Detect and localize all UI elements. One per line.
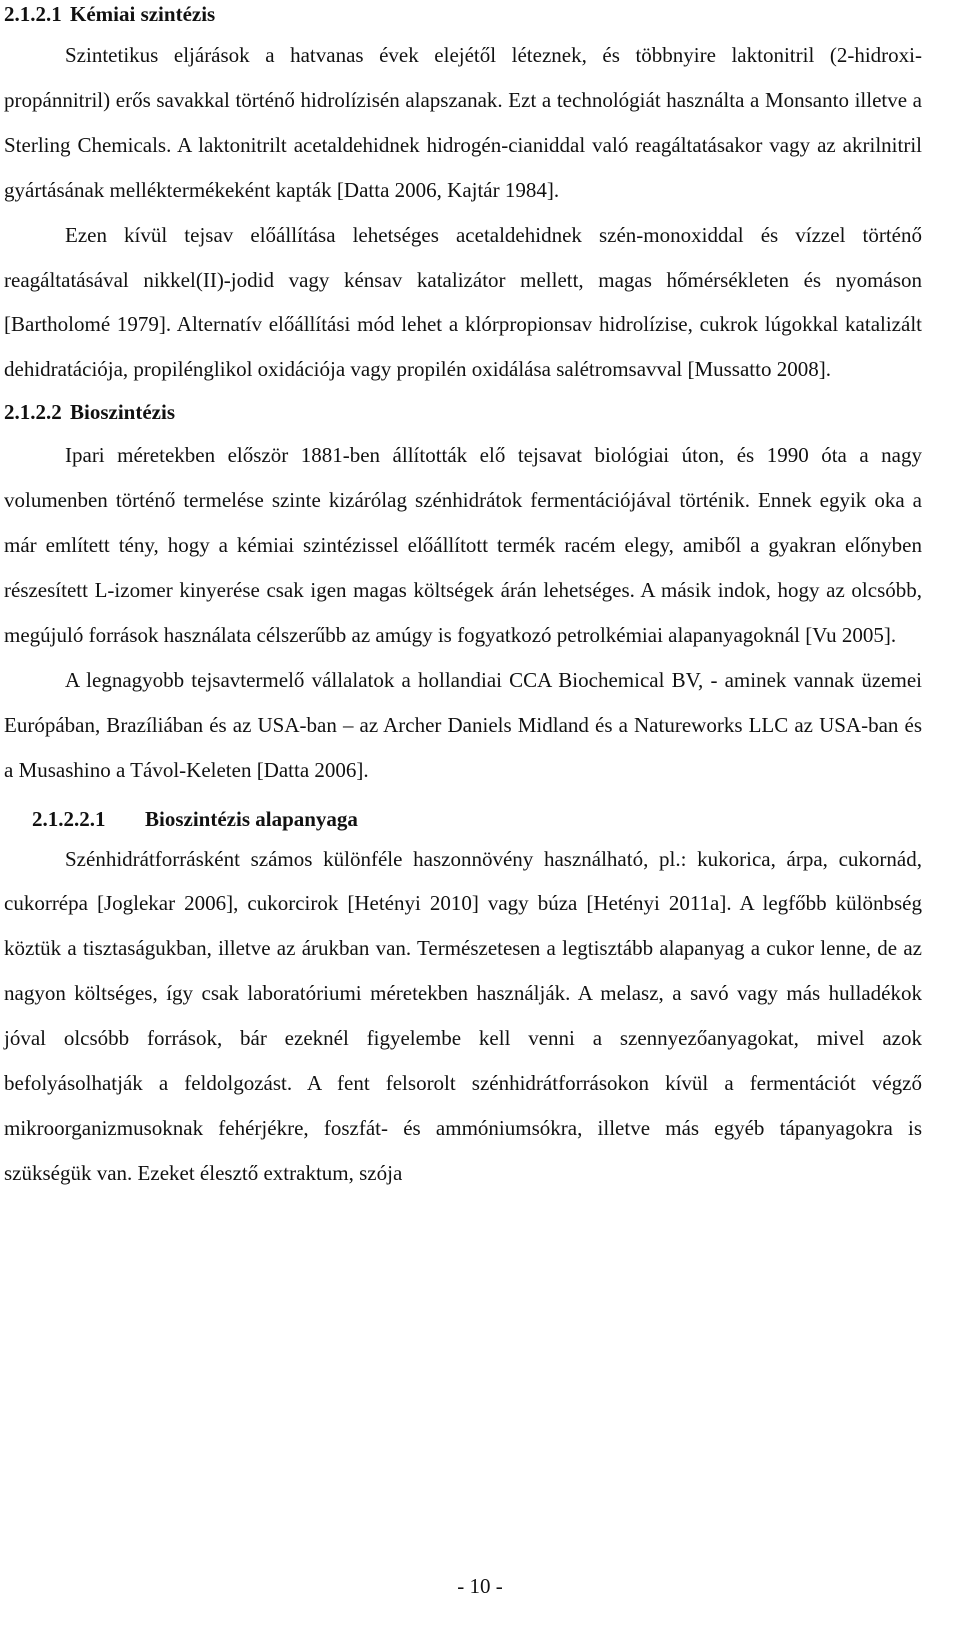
section-title: Kémiai szintézis — [70, 2, 216, 26]
page-number: - 10 - — [457, 1574, 503, 1598]
section-title: Bioszintézis — [70, 400, 175, 425]
section-heading-chemical-synthesis — [4, 2, 922, 26]
document-page — [4, 0, 922, 1196]
section-number: 2.1.2.2 — [4, 400, 62, 425]
section-number: 2.1.2.1 — [4, 2, 62, 26]
paragraph: Szintetikus eljárások a hatvanas évek elejétől léteznek, és többnyire laktonitril (2-hidroxi-propánnitril) erős savakkal történő hidrolízisén alapszanak. Ezt a technológiát használta a Monsanto illetve a Sterling Chemicals. A laktonitrilt acetaldehidnek hidrogén-cianiddal való reagáltatásakor vagy az akrilnitril gyártásának melléktermékeként kapták [Datta 2006, Kajtár 1984]. — [4, 43, 922, 202]
section-body-biosynthesis — [4, 433, 922, 792]
section-body-chemical-synthesis — [4, 33, 922, 392]
paragraph: Ezen kívül tejsav előállítása lehetséges acetaldehidnek szén-monoxiddal és vízzel történő reagáltatásával nikkel(II)-jodid vagy kénsav katalizátor mellett, magas hőmérsékleten és nyomáson [Bartholomé 1979]. Alternatív előállítási mód lehet a klórpropionsav hidrolízise, cukrok lúgokkal katalizált dehidratációja, propilénglikol oxidációja vagy propilén oxidálása salétromsavval [Mussatto 2008]. — [4, 222, 922, 382]
section-number: 2.1.2.2.1 — [32, 806, 106, 831]
paragraph: Ipari méretekben először 1881-ben állították elő tejsavat biológiai úton, és 1990 óta a nagy volumenben történő termelése szinte kizárólag szénhidrátok fermentációjával történik. Ennek egyik oka a már említett tény, hogy a kémiai szintézissel előállított termék racém elegy, amiből a gyakran előnyben részesített L-izomer kinyerése csak igen magas költségek árán lehetséges. A másik indok, hogy az olcsóbb, megújuló források használata célszerűbb az amúgy is fogyatkozó petrolkémiai alapanyagoknál [Vu 2005]. — [4, 443, 922, 647]
paragraph: A legnagyobb tejsavtermelő vállalatok a hollandiai CCA Biochemical BV, - aminek vannak üzemei Európában, Brazíliában és az USA-ban – az Archer Daniels Midland és a Natureworks LLC az USA-ban és a Musashino a Távol-Keleten [Datta 2006]. — [4, 667, 922, 782]
section-body-biosynthesis-feedstock — [4, 837, 922, 1196]
paragraph: Szénhidrátforrásként számos különféle haszonnövény használható, pl.: kukorica, árpa, cukornád, cukorrépa [Joglekar 2006], cukorcirok [Hetényi 2010] vagy búza [Hetényi 2011a]. A legfőbb különbség köztük a tisztaságukban, illetve az árukban van. Természetesen a legtisztább alapanyag a cukor lenne, de az nagyon költséges, így csak laboratóriumi méretekben használják. A melasz, a savó vagy más hulladékok jóval olcsóbb források, bár ezeknél figyelembe kell venni a szennyezőanyagokat, mivel azok befolyásolhatják a feldolgozást. A fent felsorolt szénhidrátforrásokon kívül a fermentációt végző mikroorganizmusoknak fehérjékre, foszfát- és ammóniumsókra, illetve más egyéb tápanyagokra is szükségük van. Ezeket élesztő extraktum, szója — [4, 846, 922, 1185]
section-heading-biosynthesis — [4, 400, 922, 424]
section-heading-biosynthesis-feedstock — [4, 807, 922, 831]
section-title: Bioszintézis alapanyaga — [145, 806, 358, 831]
